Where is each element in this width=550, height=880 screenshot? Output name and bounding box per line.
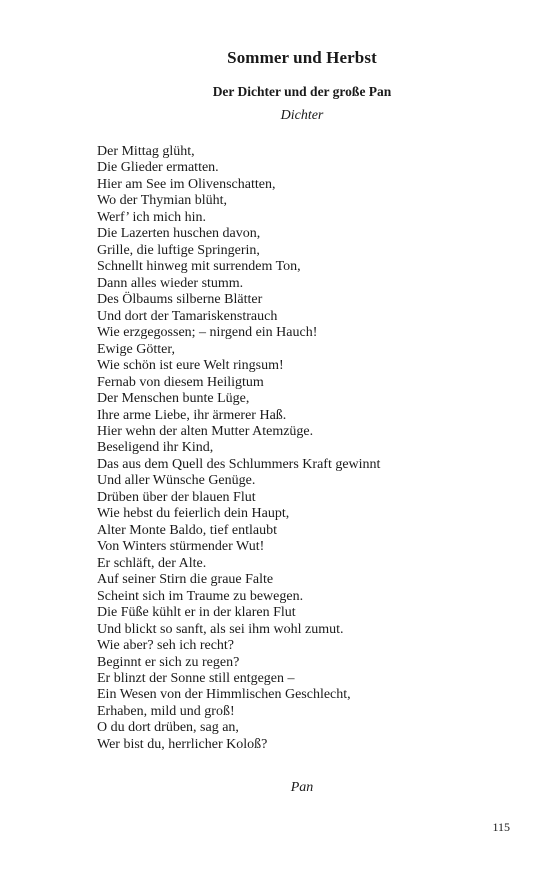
poem-line: Grille, die luftige Springerin, <box>97 242 260 258</box>
poem-line: Die Glieder ermatten. <box>97 160 219 176</box>
poem-line: O du dort drüben, sag an, <box>97 720 239 736</box>
poem-line: Wie erzgegossen; – nirgend ein Hauch! <box>97 325 318 341</box>
poem-line: Schnellt hinweg mit surrendem Ton, <box>97 259 301 275</box>
poem-body <box>97 144 380 753</box>
poem-title: Der Dichter und der große Pan <box>212 84 392 99</box>
poem-line: Beginnt er sich zu regen? <box>97 654 240 670</box>
poem-line: Wie schön ist eure Welt ringsum! <box>97 358 284 374</box>
poem-line: Hier wehn der alten Mutter Atemzüge. <box>97 423 314 439</box>
poem-line: Das aus dem Quell des Schlummers Kraft gewinnt <box>97 456 381 472</box>
page-number: 115 <box>492 820 510 834</box>
poem-line: Beseligend ihr Kind, <box>97 440 214 456</box>
poem-line: Scheint sich im Traume zu bewegen. <box>97 588 304 604</box>
section-title: Sommer und Herbst <box>227 48 377 67</box>
poem-line: Ihre arme Liebe, ihr ärmerer Haß. <box>97 407 287 423</box>
poem-line: Hier am See im Olivenschatten, <box>97 176 276 192</box>
speaker-label-dichter: Dichter <box>280 108 324 123</box>
poem-line: Dann alles wieder stumm. <box>97 275 244 291</box>
poem-line: Ein Wesen von der Himmlischen Geschlecht, <box>97 687 351 703</box>
poem-line: Erhaben, mild und groß! <box>97 703 235 719</box>
poem-line: Er schläft, der Alte. <box>97 555 207 571</box>
poem-line: Wie hebst du feierlich dein Haupt, <box>97 506 290 522</box>
poem-line: Er blinzt der Sonne still entgegen – <box>97 671 295 686</box>
poem-line: Die Lazerten huschen davon, <box>97 226 261 242</box>
poem-line: Drüben über der blauen Flut <box>97 489 256 505</box>
poem-line: Wie aber? seh ich recht? <box>97 638 235 654</box>
poem-line: Auf seiner Stirn die graue Falte <box>97 572 274 588</box>
poem-line: Fernab von diesem Heiligtum <box>97 374 264 390</box>
poem-line: Und dort der Tamariskenstrauch <box>97 308 278 324</box>
poem-line: Und aller Wünsche Genüge. <box>97 473 256 489</box>
poem-line: Der Mittag glüht, <box>97 144 195 159</box>
poem-line: Wer bist du, herrlicher Koloß? <box>97 736 268 752</box>
poem-line: Alter Monte Baldo, tief entlaubt <box>97 522 278 538</box>
poem-line: Von Winters stürmender Wut! <box>97 539 265 555</box>
poem-line: Die Füße kühlt er in der klaren Flut <box>97 605 296 621</box>
poem-line: Des Ölbaums silberne Blätter <box>97 292 263 308</box>
poem-line: Werf’ ich mich hin. <box>97 209 207 225</box>
poem-line: Der Menschen bunte Lüge, <box>97 391 250 407</box>
poem-line: Wo der Thymian blüht, <box>97 193 228 209</box>
poem-line: Ewige Götter, <box>97 341 175 357</box>
poem-line: Und blickt so sanft, als sei ihm wohl zumut. <box>97 621 344 637</box>
speaker-label-pan: Pan <box>290 780 314 795</box>
